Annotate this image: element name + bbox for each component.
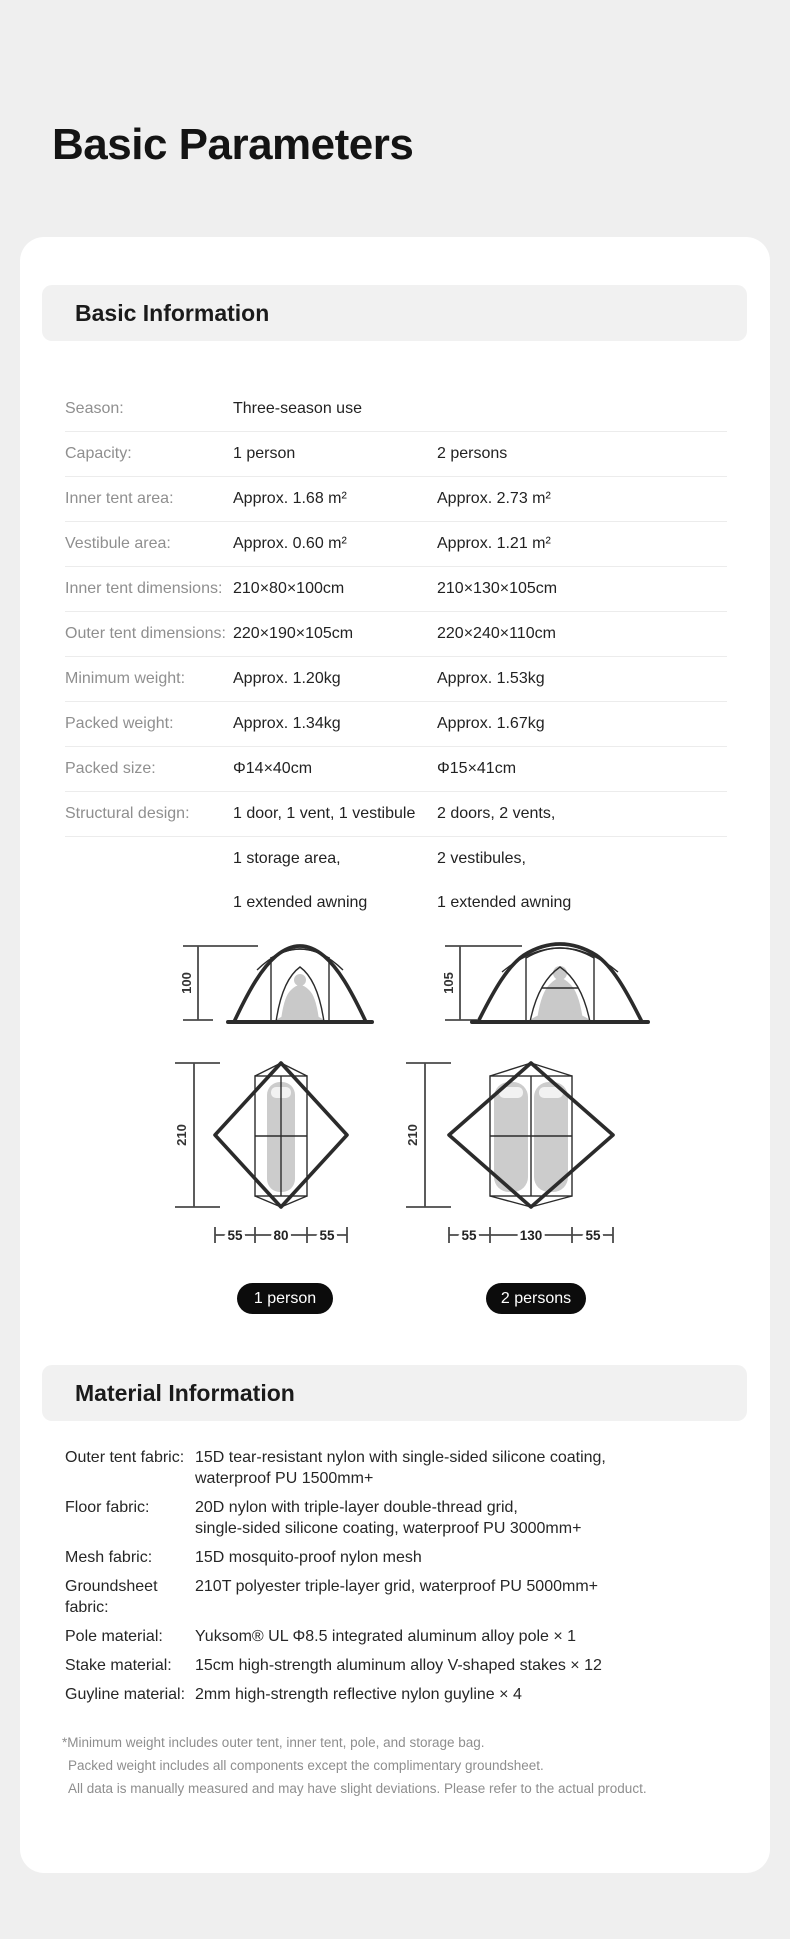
tent-front-view-1p [228,946,372,1022]
table-row [65,747,727,792]
table-row [65,612,727,657]
table-row-continuation [65,881,727,925]
table-row [65,567,727,612]
row-value-1p: 220×190×105cm [233,625,354,642]
length-dimension-2p [405,1063,451,1207]
row-value: 15D mosquito-proof nylon mesh [195,1549,422,1566]
row-value-1p: 1 storage area, [233,850,341,867]
row-value-2p: 2 vestibules, [437,850,526,867]
row-label: Groundsheet fabric: [65,1578,158,1616]
material-row [65,1547,747,1568]
badge-2-persons [486,1283,586,1314]
row-value-2p: Approx. 1.53kg [437,670,545,687]
material-row [65,1497,747,1539]
value-line: 15D tear-resistant nylon with single-sided silicone coating, [195,1449,606,1466]
footnote-line: Packed weight includes all components except the complimentary groundsheet. [68,1758,544,1773]
tent-front-view-2p [472,944,648,1022]
table-row [65,657,727,702]
width-label: 55 [227,1228,243,1243]
row-label: Mesh fabric: [65,1549,153,1566]
row-value-2p: Approx. 2.73 m² [437,490,551,507]
row-value-2p: Φ15×41cm [437,760,517,777]
row-label: Stake material: [65,1657,172,1674]
row-label: Pole material: [65,1628,163,1645]
material-row [65,1684,747,1705]
table-row-continuation [65,837,727,881]
width-dimension-1p [215,1227,347,1243]
badge-label: 2 persons [500,1289,572,1307]
table-row [65,702,727,747]
width-label: 55 [319,1228,335,1243]
width-label: 80 [273,1228,289,1243]
row-value-2p: 2 persons [437,445,508,462]
height-label: 105 [441,972,456,994]
row-value: 15cm high-strength aluminum alloy V-shaped stakes × 12 [195,1657,602,1674]
row-label: Packed weight: [65,715,174,732]
material-information-table [65,1447,747,1713]
material-information-header-label: Material Information [75,1380,295,1406]
row-value-2p: 2 doors, 2 vents, [437,805,556,822]
row-value-2p: Approx. 1.67kg [437,715,545,732]
row-value-2p: 210×130×105cm [437,580,558,597]
width-label: 55 [585,1228,601,1243]
row-value [195,1497,747,1539]
row-label: Guyline material: [65,1686,186,1703]
row-label: Outer tent dimensions: [65,625,226,642]
tent-diagram-2-person [390,930,670,1250]
row-value-1p: Approx. 1.34kg [233,715,341,732]
row-label: Packed size: [65,760,156,777]
row-value-1p: Φ14×40cm [233,760,313,777]
length-label: 210 [405,1124,420,1146]
width-label: 130 [519,1228,543,1243]
material-row [65,1576,747,1618]
badge-1-person [237,1283,333,1314]
height-dimension-2p [441,946,522,1020]
length-dimension-1p [174,1063,220,1207]
row-value-1p: 1 extended awning [233,894,368,911]
badge-label: 1 person [253,1289,317,1307]
row-label: Capacity: [65,445,132,462]
basic-information-header [42,285,747,341]
row-label: Inner tent area: [65,490,174,507]
row-value-2p: 220×240×110cm [437,625,556,642]
row-value: 2mm high-strength reflective nylon guyline × 4 [195,1686,522,1703]
row-label: Outer tent fabric: [65,1449,185,1466]
page-title: Basic Parameters [52,120,414,169]
material-information-header [42,1365,747,1421]
table-row [65,477,727,522]
basic-information-table [65,387,727,925]
width-label: 55 [461,1228,477,1243]
tent-top-view-1p [215,1063,347,1207]
tent-diagram-1-person [150,930,380,1250]
row-value-1p: 1 person [233,445,296,462]
row-label: Structural design: [65,805,190,822]
material-row [65,1626,747,1647]
value-line: single-sided silicone coating, waterproof PU 3000mm+ [195,1520,582,1537]
row-label: Season: [65,400,124,417]
footnote-line: *Minimum weight includes outer tent, inner tent, pole, and storage bag. [62,1735,485,1750]
footnote-line: All data is manually measured and may have slight deviations. Please refer to the actual product. [68,1781,647,1796]
table-row [65,522,727,567]
row-value: 210T polyester triple-layer grid, waterproof PU 5000mm+ [195,1578,598,1595]
row-label: Inner tent dimensions: [65,580,223,597]
basic-information-header-label: Basic Information [75,300,270,326]
height-dimension-1p [179,946,258,1020]
row-value-2p: Approx. 1.21 m² [437,535,551,552]
row-value-1p: Three-season use [233,400,362,417]
table-row [65,432,727,477]
row-label: Vestibule area: [65,535,171,552]
value-line: waterproof PU 1500mm+ [195,1470,374,1487]
height-label: 100 [179,972,194,994]
row-value-2p: 1 extended awning [437,894,572,911]
row-value-1p: Approx. 0.60 m² [233,535,347,552]
value-line: 20D nylon with triple-layer double-thread grid, [195,1499,518,1516]
footnotes [62,1731,762,1800]
material-row [65,1447,747,1489]
row-value-1p: Approx. 1.20kg [233,670,341,687]
row-value-1p: 210×80×100cm [233,580,345,597]
length-label: 210 [174,1124,189,1146]
row-value-1p: Approx. 1.68 m² [233,490,347,507]
row-label: Floor fabric: [65,1499,150,1516]
material-row [65,1655,747,1676]
table-row [65,387,727,432]
width-dimension-2p [449,1227,613,1243]
row-value-1p: 1 door, 1 vent, 1 vestibule [233,805,416,822]
row-value: Yuksom® UL Φ8.5 integrated aluminum alloy pole × 1 [195,1628,577,1645]
row-value [195,1447,747,1489]
row-label: Minimum weight: [65,670,186,687]
table-row [65,792,727,837]
tent-top-view-2p [449,1063,613,1207]
